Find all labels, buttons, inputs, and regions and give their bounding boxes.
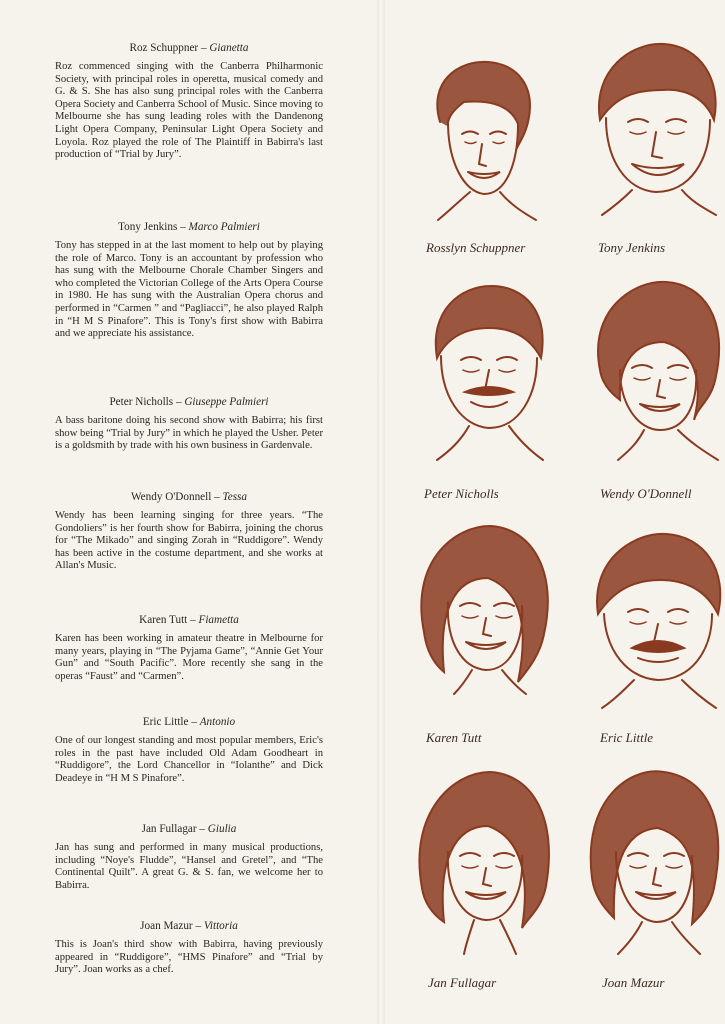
caption-eric-little: Eric Little [600,730,654,745]
portrait-karen-tutt [414,522,542,697]
bio-heading [55,396,323,408]
caption-karen-tutt: Karen Tutt [426,730,482,745]
portrait-peter-nicholls [425,280,553,465]
bio-heading [55,920,323,932]
caption-rosslyn-schuppner: Rosslyn Schuppner [426,240,526,255]
bio-text: Roz commenced singing with the Canberra Philharmonic Society, with principal roles in operetta, musical comedy and G. & S. She has also sung principal roles with the Canberra Opera Society and Canberra School of Music. Since moving to Melbourne she has sung leading roles with the Dandenong Light Opera Company, Peninsular Light Opera Society and Loyola. Roz played the role of The Plaintiff in Babirra's last production of “Trial by Jury”. [55,61,323,161]
cast-name: Joan Mazur [140,920,193,932]
caption-joan-mazur: Joan Mazur [602,975,665,990]
cast-name: Tony Jenkins [118,221,178,233]
portrait-eric-little [594,530,722,710]
bio-heading [55,823,323,835]
cast-name: Eric Little [142,716,189,728]
dash: – [192,920,204,932]
portrait-wendy-odonnell [594,280,722,465]
bio-roz-schuppner [55,42,323,162]
bio-karen-tutt [55,614,323,683]
cast-name: Peter Nicholls [109,396,174,408]
dash: – [198,42,210,54]
role-name: Marco Palmieri [188,221,260,233]
role-name: Fiametta [198,614,239,626]
dash: – [188,716,200,728]
bio-jan-fullagar [55,823,323,892]
page-fold [377,0,385,1024]
bio-text: Jan has sung and performed in many musical productions, including “Noye's Fludde”, “Hansel and Gretel”, and “The Continental Quilt”. A great G. & S. fan, we welcome her to Babirra. [55,842,323,891]
role-name: Tessa [222,491,247,503]
dash: – [173,396,185,408]
portrait-jan-fullagar [414,768,542,958]
bio-eric-little [55,716,323,785]
dash: – [211,491,223,503]
role-name: Vittoria [203,920,238,932]
caption-peter-nicholls: Peter Nicholls [424,486,499,501]
caption-wendy-odonnell: Wendy O'Donnell [600,486,692,501]
bio-heading [55,221,323,233]
caption-tony-jenkins: Tony Jenkins [598,240,666,255]
role-name: Giuseppe Palmieri [184,396,269,408]
dash: – [177,221,189,233]
caption-jan-fullagar: Jan Fullagar [428,975,497,990]
bio-text: One of our longest standing and most popular members, Eric's roles in the past have included Old Adam Goodheart in “Ruddigore”, the Lord Chancellor in “Iolanthe” and Dick Deadeye in “H M S Pinafore”. [55,735,323,784]
bio-peter-nicholls [55,396,323,453]
role-name: Giulia [207,823,237,835]
bio-text: This is Joan's third show with Babirra, having previously appeared in “Ruddigore”, “HMS Pinafore” and “Trial by Jury”. Joan works as a chef. [55,939,323,976]
cast-name: Wendy O'Donnell [131,491,212,503]
bio-heading [55,42,323,54]
bio-heading [55,614,323,626]
portrait-joan-mazur [588,768,716,958]
dash: – [196,823,208,835]
bio-heading [55,491,323,503]
bio-tony-jenkins [55,221,323,341]
portrait-rosslyn-schuppner [418,52,546,227]
portrait-tony-jenkins [592,40,720,220]
cast-name: Jan Fullagar [141,823,197,835]
role-name: Antonio [199,716,236,728]
bio-wendy-odonnell [55,491,323,573]
bio-joan-mazur [55,920,323,977]
role-name: Gianetta [209,42,249,54]
bio-text: Karen has been working in amateur theatre in Melbourne for many years, playing in “The Pyjama Game”, “Annie Get Your Gun” and “South Pacific”. More recently she sang in the operas “Faust” and “Carmen”. [55,633,323,682]
cast-name: Karen Tutt [139,614,188,626]
bio-heading [55,716,323,728]
bio-text: Wendy has been learning singing for three years. “The Gondoliers” is her fourth show for Babirra, joining the chorus for “The Mikado” and singing Zorah in “Ruddigore”. Wendy has been active in the costume department, and she works at Allan's Music. [55,510,323,572]
bio-text: A bass baritone doing his second show with Babirra; his first show being “Trial by Jury” in which he played the Usher. Peter is a goldsmith by trade with his own business in Gardenvale. [55,415,323,452]
dash: – [187,614,199,626]
cast-name: Roz Schuppner [129,42,199,54]
bio-text: Tony has stepped in at the last moment to help out by playing the role of Marco. Tony is an accountant by profession who has sung with the Melbourne Chorale Chamber Singers and who completed the Victorian College of the Arts Opera Course in 1980. He has sung with the Australian Opera chorus and performed in “Carmen ” and “Pagliacci”, he also played Ralph in “H M S Pinafore”. This is Tony's first show with Babirra and we appreciate his assistance. [55,240,323,340]
